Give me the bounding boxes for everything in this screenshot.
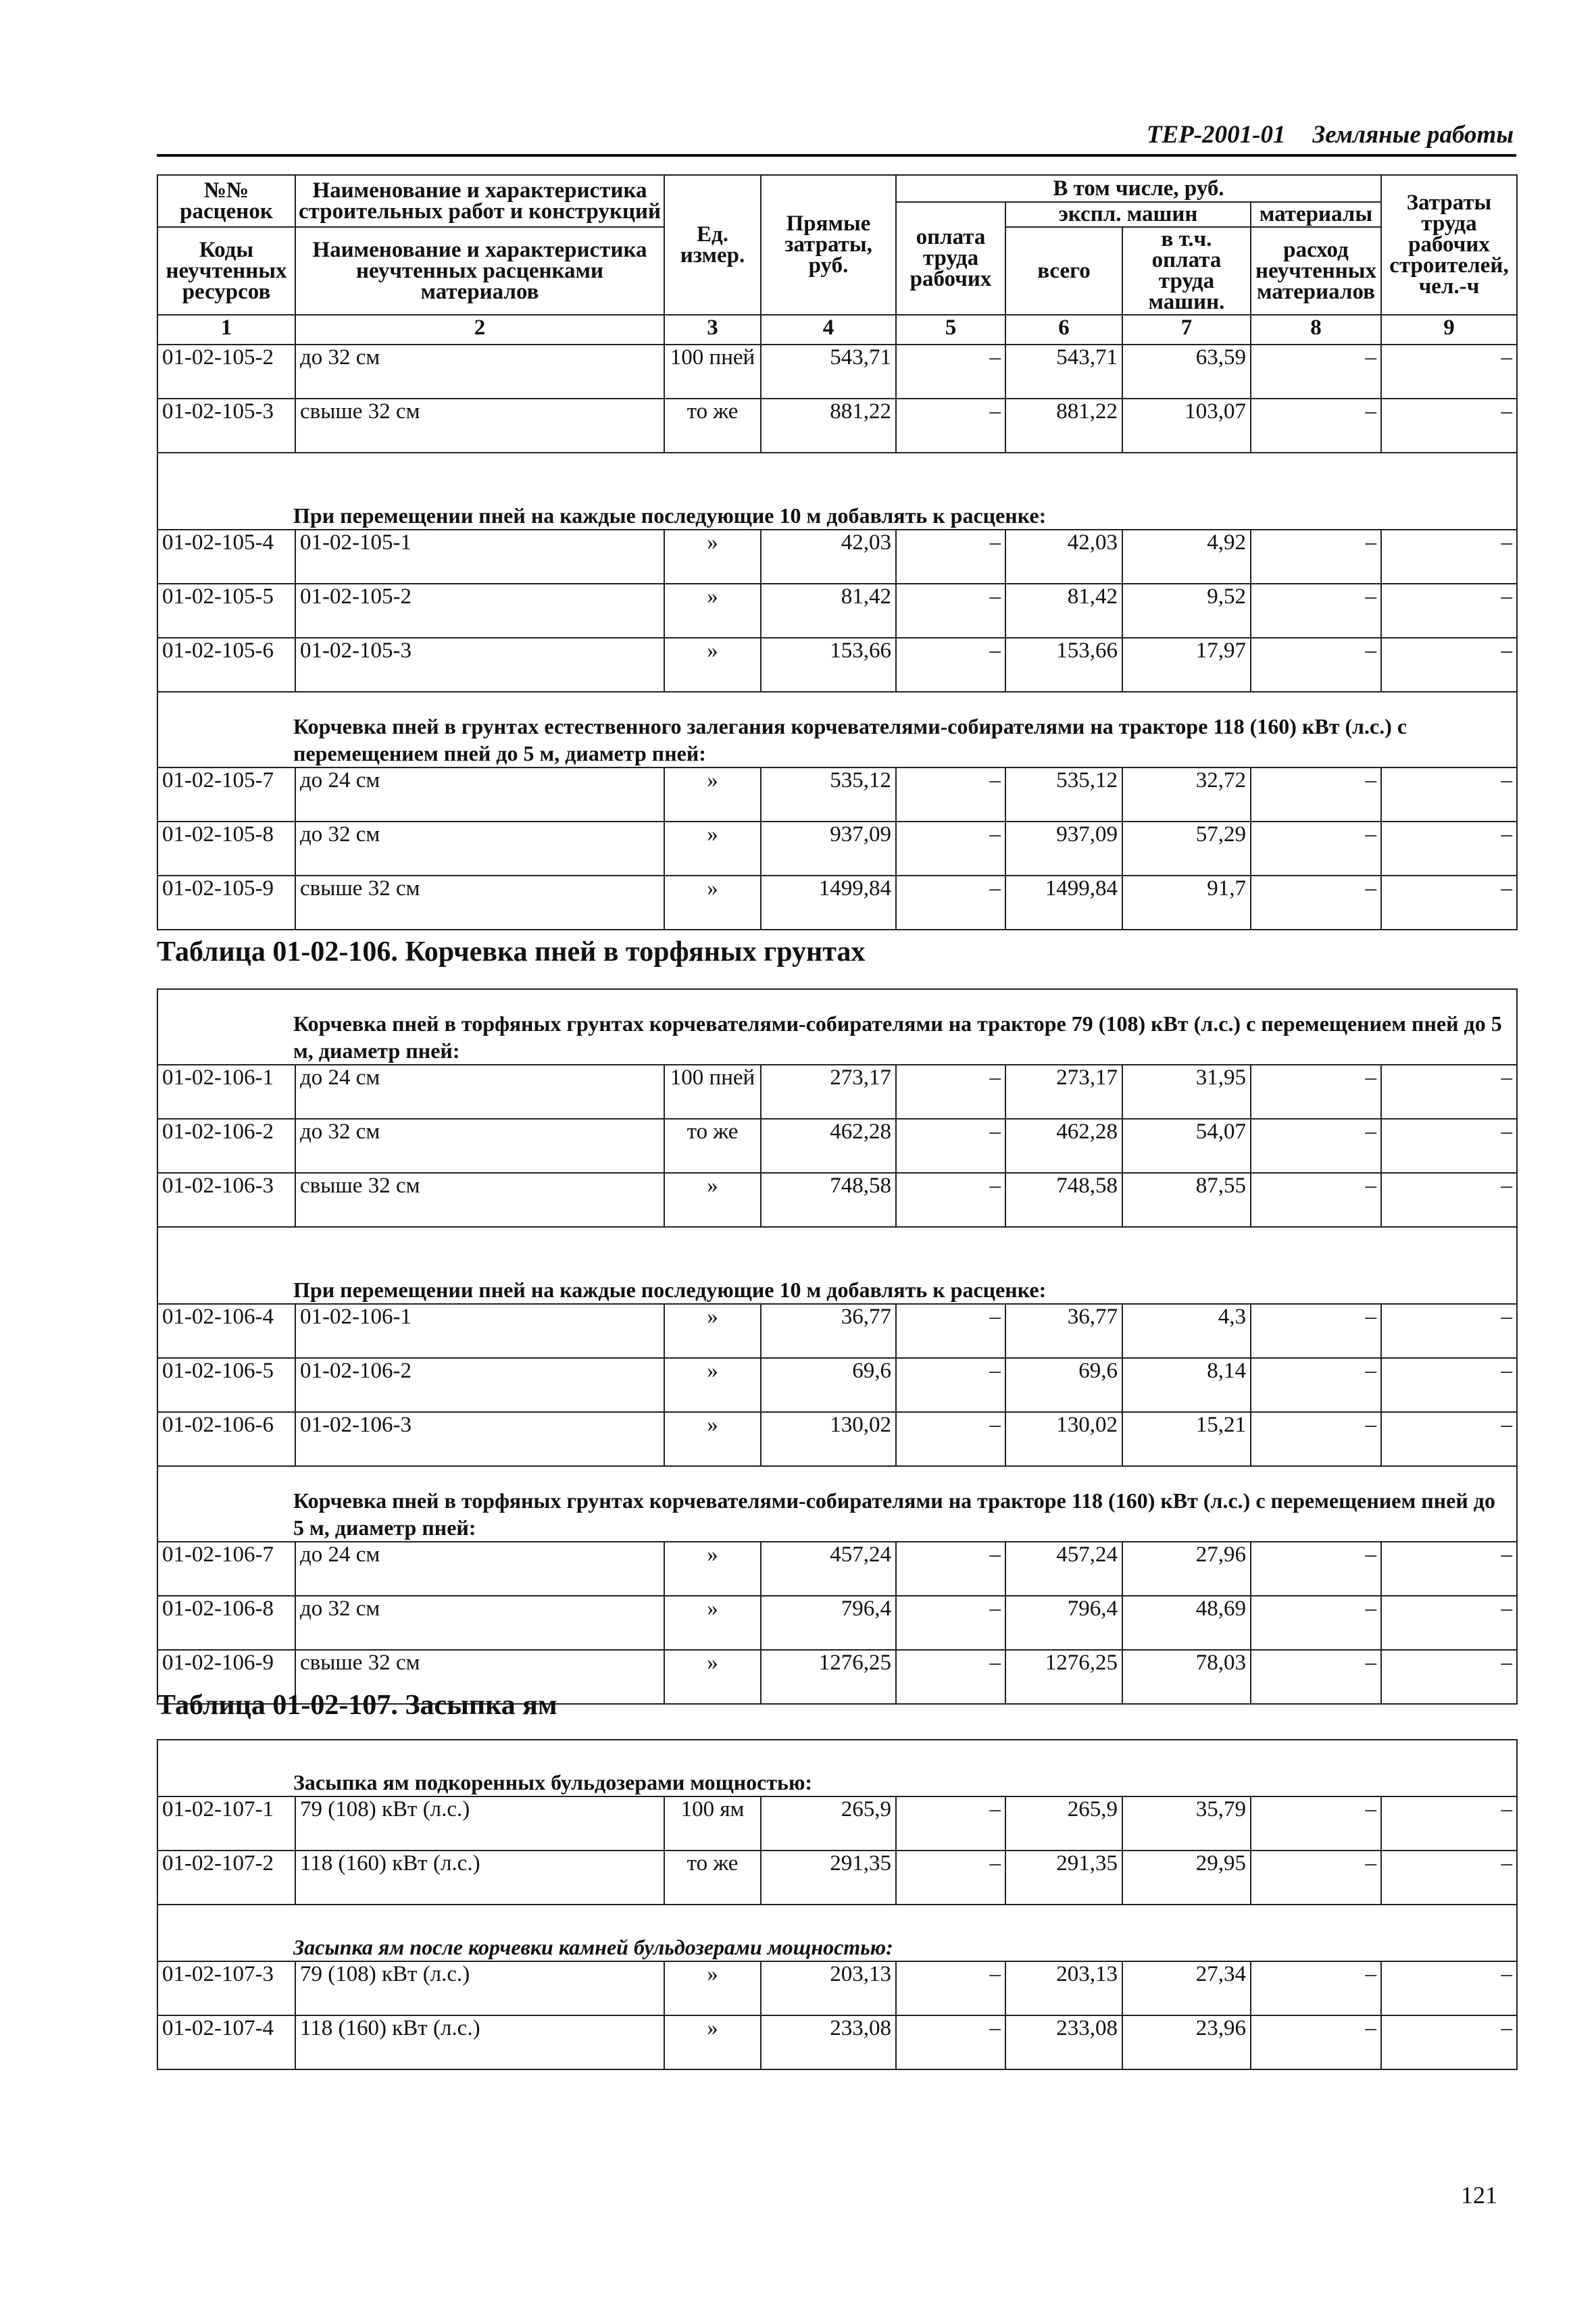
cell-direct: 203,13 (761, 1961, 896, 2015)
cell-mat: – (1251, 399, 1381, 453)
table-row (157, 1358, 1517, 1412)
cell-direct: 36,77 (761, 1304, 896, 1358)
table-row (157, 1596, 1517, 1650)
cell-mat: – (1251, 822, 1381, 876)
cell-workers: – (1381, 1119, 1517, 1173)
colnum-9: 9 (1381, 315, 1517, 345)
cell-incl: 31,95 (1122, 1065, 1251, 1119)
cell-name: 118 (160) кВт (л.с.) (295, 2015, 664, 2069)
cell-direct: 535,12 (761, 768, 896, 822)
cell-name: свыше 32 см (295, 399, 664, 453)
hdr-materials: расход неучтенных материалов (1251, 227, 1381, 315)
cell-total: 273,17 (1005, 1065, 1122, 1119)
cell-name: до 32 см (295, 345, 664, 399)
cell-direct: 1276,25 (761, 1650, 896, 1704)
colnum-6: 6 (1005, 315, 1122, 345)
cell-name: 01-02-106-1 (295, 1304, 664, 1358)
cell-direct: 796,4 (761, 1596, 896, 1650)
cell-incl: 91,7 (1122, 876, 1251, 930)
cell-mat: – (1251, 584, 1381, 638)
hdr-group-incl: В том числе, руб. (896, 175, 1381, 202)
cell-incl: 23,96 (1122, 2015, 1251, 2069)
cell-direct: 69,6 (761, 1358, 896, 1412)
cell-unit: то же (664, 1119, 761, 1173)
cell-total: 881,22 (1005, 399, 1122, 453)
cell-name: до 32 см (295, 1596, 664, 1650)
cell-direct: 462,28 (761, 1119, 896, 1173)
cell-unit: 100 пней (664, 1065, 761, 1119)
cell-workers: – (1381, 2015, 1517, 2069)
cell-labor: – (896, 1304, 1005, 1358)
cell-mat: – (1251, 1173, 1381, 1227)
cell-direct: 748,58 (761, 1173, 896, 1227)
cell-incl: 27,96 (1122, 1542, 1251, 1596)
cell-name: свыше 32 см (295, 876, 664, 930)
cell-code: 01-02-105-9 (157, 876, 295, 930)
colnum-3: 3 (664, 315, 761, 345)
cell-code: 01-02-106-8 (157, 1596, 295, 1650)
cell-unit: » (664, 584, 761, 638)
running-head-title: Земляные работы (1312, 121, 1514, 149)
cell-mat: – (1251, 1542, 1381, 1596)
cell-code: 01-02-107-3 (157, 1961, 295, 2015)
colnum-5: 5 (896, 315, 1005, 345)
hdr-group-materials: материалы (1251, 202, 1381, 227)
cell-incl: 32,72 (1122, 768, 1251, 822)
cell-incl: 4,3 (1122, 1304, 1251, 1358)
cell-total: 42,03 (1005, 530, 1122, 584)
cell-workers: – (1381, 1542, 1517, 1596)
cell-unit: » (664, 1358, 761, 1412)
table-row (157, 768, 1517, 822)
cell-code: 01-02-107-2 (157, 1851, 295, 1905)
cell-code: 01-02-106-3 (157, 1173, 295, 1227)
cell-name: до 24 см (295, 768, 664, 822)
cell-labor: – (896, 1412, 1005, 1466)
rows-105-c (157, 768, 1517, 930)
cell-code: 01-02-106-5 (157, 1358, 295, 1412)
cell-direct: 457,24 (761, 1542, 896, 1596)
section-heading: Корчевка пней в торфяных грунтах корчевателями-собирателями на тракторе 79 (108) кВт (л.с.) с перемещением пней до 5 м, диаметр пней: (157, 989, 1517, 1065)
table-106-title: Таблица 01-02-106. Корчевка пней в торфяных грунтах (157, 936, 866, 967)
cell-labor: – (896, 399, 1005, 453)
cell-name: 01-02-105-2 (295, 584, 664, 638)
cell-incl: 103,07 (1122, 399, 1251, 453)
cell-total: 535,12 (1005, 768, 1122, 822)
table-row (157, 1119, 1517, 1173)
hdr-name-top: Наименование и характеристика строительных работ и конструкций (295, 175, 664, 227)
table-107-title: Таблица 01-02-107. Засыпка ям (157, 1690, 557, 1721)
hdr-unit: Ед. измер. (664, 175, 761, 315)
table-107 (157, 1739, 1518, 2070)
cell-code: 01-02-106-7 (157, 1542, 295, 1596)
cell-mat: – (1251, 768, 1381, 822)
colnum-8: 8 (1251, 315, 1381, 345)
cell-mat: – (1251, 876, 1381, 930)
cell-direct: 153,66 (761, 638, 896, 692)
cell-workers: – (1381, 1961, 1517, 2015)
cell-labor: – (896, 1596, 1005, 1650)
table-105 (157, 174, 1518, 930)
cell-workers: – (1381, 1650, 1517, 1704)
cell-incl: 4,92 (1122, 530, 1251, 584)
table-row (157, 1412, 1517, 1466)
cell-labor: – (896, 1542, 1005, 1596)
cell-code: 01-02-106-6 (157, 1412, 295, 1466)
cell-total: 265,9 (1005, 1796, 1122, 1851)
section-106-a (157, 989, 1517, 1065)
cell-workers: – (1381, 1796, 1517, 1851)
cell-total: 153,66 (1005, 638, 1122, 692)
cell-incl: 48,69 (1122, 1596, 1251, 1650)
cell-labor: – (896, 345, 1005, 399)
cell-workers: – (1381, 1412, 1517, 1466)
cell-incl: 27,34 (1122, 1961, 1251, 2015)
cell-total: 130,02 (1005, 1412, 1122, 1466)
cell-labor: – (896, 1796, 1005, 1851)
table-row (157, 1542, 1517, 1596)
cell-unit: 100 ям (664, 1796, 761, 1851)
cell-direct: 1499,84 (761, 876, 896, 930)
section-heading: Корчевка пней в грунтах естественного залегания корчевателями-собирателями на тракторе 118 (160) кВт (л.с.) с перемещением пней до 5 м, диаметр пней: (157, 692, 1517, 768)
page-number: 121 (1461, 2182, 1497, 2209)
section-106-c (157, 1466, 1517, 1542)
cell-labor: – (896, 822, 1005, 876)
cell-name: 01-02-106-3 (295, 1412, 664, 1466)
section-heading: При перемещении пней на каждые последующие 10 м добавлять к расценке: (157, 453, 1517, 530)
cell-incl: 8,14 (1122, 1358, 1251, 1412)
cell-name: 118 (160) кВт (л.с.) (295, 1851, 664, 1905)
cell-direct: 265,9 (761, 1796, 896, 1851)
colnum-1: 1 (157, 315, 295, 345)
cell-code: 01-02-105-5 (157, 584, 295, 638)
table-row (157, 1796, 1517, 1851)
hdr-code-top: №№ расценок (157, 175, 295, 227)
hdr-workers: Затраты труда рабочих строителей, чел.-ч (1381, 175, 1517, 315)
cell-direct: 233,08 (761, 2015, 896, 2069)
table-106 (157, 988, 1518, 1705)
cell-code: 01-02-106-1 (157, 1065, 295, 1119)
cell-labor: – (896, 530, 1005, 584)
cell-workers: – (1381, 345, 1517, 399)
cell-incl: 29,95 (1122, 1851, 1251, 1905)
rows-106-b (157, 1304, 1517, 1466)
cell-code: 01-02-106-2 (157, 1119, 295, 1173)
cell-unit: » (664, 530, 761, 584)
cell-unit: » (664, 1173, 761, 1227)
cell-labor: – (896, 1650, 1005, 1704)
cell-unit: » (664, 1542, 761, 1596)
cell-code: 01-02-107-4 (157, 2015, 295, 2069)
cell-unit: » (664, 638, 761, 692)
cell-workers: – (1381, 584, 1517, 638)
cell-total: 748,58 (1005, 1173, 1122, 1227)
cell-mat: – (1251, 1961, 1381, 2015)
cell-direct: 130,02 (761, 1412, 896, 1466)
cell-total: 937,09 (1005, 822, 1122, 876)
section-heading: Засыпка ям подкоренных бульдозерами мощностью: (157, 1740, 1517, 1796)
table-row (157, 2015, 1517, 2069)
cell-incl: 15,21 (1122, 1412, 1251, 1466)
cell-unit: » (664, 876, 761, 930)
cell-unit: » (664, 1650, 761, 1704)
cell-mat: – (1251, 1358, 1381, 1412)
cell-name: до 32 см (295, 822, 664, 876)
cell-name: 01-02-105-1 (295, 530, 664, 584)
cell-workers: – (1381, 1851, 1517, 1905)
cell-name: свыше 32 см (295, 1650, 664, 1704)
cell-incl: 9,52 (1122, 584, 1251, 638)
cell-incl: 87,55 (1122, 1173, 1251, 1227)
cell-incl: 17,97 (1122, 638, 1251, 692)
rows-105-b (157, 530, 1517, 692)
cell-incl: 35,79 (1122, 1796, 1251, 1851)
cell-direct: 881,22 (761, 399, 896, 453)
rows-105-a (157, 345, 1517, 453)
section-heading: При перемещении пней на каждые последующие 10 м добавлять к расценке: (157, 1227, 1517, 1304)
cell-total: 462,28 (1005, 1119, 1122, 1173)
cell-unit: » (664, 768, 761, 822)
cell-mat: – (1251, 345, 1381, 399)
cell-workers: – (1381, 1304, 1517, 1358)
cell-mat: – (1251, 1796, 1381, 1851)
cell-mat: – (1251, 1304, 1381, 1358)
cell-workers: – (1381, 638, 1517, 692)
cell-code: 01-02-105-8 (157, 822, 295, 876)
cell-direct: 291,35 (761, 1851, 896, 1905)
rows-107-b (157, 1961, 1517, 2069)
cell-code: 01-02-105-7 (157, 768, 295, 822)
cell-direct: 273,17 (761, 1065, 896, 1119)
table-row (157, 1304, 1517, 1358)
table-row (157, 584, 1517, 638)
cell-name: 79 (108) кВт (л.с.) (295, 1796, 664, 1851)
cell-labor: – (896, 584, 1005, 638)
cell-workers: – (1381, 1358, 1517, 1412)
table-row (157, 638, 1517, 692)
cell-workers: – (1381, 1596, 1517, 1650)
cell-incl: 78,03 (1122, 1650, 1251, 1704)
cell-workers: – (1381, 1173, 1517, 1227)
hdr-code-bottom: Коды неучтенных ресурсов (157, 227, 295, 315)
cell-unit: » (664, 822, 761, 876)
cell-labor: – (896, 1065, 1005, 1119)
table-row (157, 822, 1517, 876)
section-107-a (157, 1740, 1517, 1796)
cell-direct: 81,42 (761, 584, 896, 638)
cell-workers: – (1381, 768, 1517, 822)
hdr-total: всего (1005, 227, 1122, 315)
cell-mat: – (1251, 2015, 1381, 2069)
cell-labor: – (896, 1851, 1005, 1905)
cell-unit: то же (664, 1851, 761, 1905)
cell-unit: то же (664, 399, 761, 453)
cell-workers: – (1381, 399, 1517, 453)
hdr-incl-labor: в т.ч. оплата труда машин. (1122, 227, 1251, 315)
table-row (157, 1961, 1517, 2015)
cell-incl: 63,59 (1122, 345, 1251, 399)
cell-total: 69,6 (1005, 1358, 1122, 1412)
cell-name: 79 (108) кВт (л.с.) (295, 1961, 664, 2015)
section-105-c (157, 692, 1517, 768)
cell-unit: » (664, 1961, 761, 2015)
colnum-2: 2 (295, 315, 664, 345)
table-row (157, 1851, 1517, 1905)
rows-107-a (157, 1796, 1517, 1905)
cell-name: свыше 32 см (295, 1173, 664, 1227)
cell-direct: 42,03 (761, 530, 896, 584)
cell-name: 01-02-105-3 (295, 638, 664, 692)
cell-incl: 57,29 (1122, 822, 1251, 876)
cell-unit: » (664, 1412, 761, 1466)
cell-name: до 24 см (295, 1065, 664, 1119)
cell-total: 543,71 (1005, 345, 1122, 399)
cell-total: 457,24 (1005, 1542, 1122, 1596)
cell-name: 01-02-106-2 (295, 1358, 664, 1412)
cell-workers: – (1381, 822, 1517, 876)
colnum-7: 7 (1122, 315, 1251, 345)
section-105-b (157, 453, 1517, 530)
table-row (157, 345, 1517, 399)
cell-code: 01-02-107-1 (157, 1796, 295, 1851)
section-heading: Засыпка ям после корчевки камней бульдозерами мощностью: (157, 1905, 1517, 1961)
cell-code: 01-02-105-3 (157, 399, 295, 453)
cell-unit: » (664, 1304, 761, 1358)
cell-mat: – (1251, 638, 1381, 692)
table-header (157, 175, 1517, 345)
cell-total: 291,35 (1005, 1851, 1122, 1905)
cell-workers: – (1381, 530, 1517, 584)
cell-mat: – (1251, 1119, 1381, 1173)
cell-labor: – (896, 1358, 1005, 1412)
cell-total: 796,4 (1005, 1596, 1122, 1650)
cell-labor: – (896, 768, 1005, 822)
cell-name: до 24 см (295, 1542, 664, 1596)
hdr-direct: Прямые затраты, руб. (761, 175, 896, 315)
cell-mat: – (1251, 1065, 1381, 1119)
cell-labor: – (896, 1961, 1005, 2015)
section-heading: Корчевка пней в торфяных грунтах корчевателями-собирателями на тракторе 118 (160) кВт (л.с.) с перемещением пней до 5 м, диаметр пней: (157, 1466, 1517, 1542)
hdr-labor: оплата труда рабочих (896, 202, 1005, 315)
rows-106-a (157, 1065, 1517, 1227)
cell-code: 01-02-105-6 (157, 638, 295, 692)
running-head-code: ТЕР-2001-01 (1146, 121, 1286, 149)
cell-workers: – (1381, 876, 1517, 930)
table-row (157, 1173, 1517, 1227)
rows-106-c (157, 1542, 1517, 1704)
cell-total: 81,42 (1005, 584, 1122, 638)
cell-labor: – (896, 638, 1005, 692)
table-row (157, 399, 1517, 453)
cell-incl: 54,07 (1122, 1119, 1251, 1173)
cell-code: 01-02-105-2 (157, 345, 295, 399)
section-107-b (157, 1905, 1517, 1961)
cell-workers: – (1381, 1065, 1517, 1119)
cell-labor: – (896, 2015, 1005, 2069)
hdr-group-machines: экспл. машин (1005, 202, 1251, 227)
cell-code: 01-02-106-9 (157, 1650, 295, 1704)
cell-mat: – (1251, 1596, 1381, 1650)
cell-labor: – (896, 1119, 1005, 1173)
cell-code: 01-02-105-4 (157, 530, 295, 584)
cell-mat: – (1251, 530, 1381, 584)
cell-total: 203,13 (1005, 1961, 1122, 2015)
cell-mat: – (1251, 1851, 1381, 1905)
cell-mat: – (1251, 1650, 1381, 1704)
cell-unit: » (664, 1596, 761, 1650)
section-106-b (157, 1227, 1517, 1304)
running-head (1147, 120, 1514, 149)
cell-name: до 32 см (295, 1119, 664, 1173)
header-rule (157, 154, 1516, 157)
cell-mat: – (1251, 1412, 1381, 1466)
table-row (157, 876, 1517, 930)
hdr-name-bottom: Наименование и характеристика неучтенных расценками материалов (295, 227, 664, 315)
cell-total: 1499,84 (1005, 876, 1122, 930)
cell-labor: – (896, 1173, 1005, 1227)
cell-labor: – (896, 876, 1005, 930)
cell-total: 233,08 (1005, 2015, 1122, 2069)
cell-code: 01-02-106-4 (157, 1304, 295, 1358)
table-row (157, 1065, 1517, 1119)
colnum-4: 4 (761, 315, 896, 345)
cell-unit: 100 пней (664, 345, 761, 399)
cell-direct: 543,71 (761, 345, 896, 399)
cell-unit: » (664, 2015, 761, 2069)
cell-total: 36,77 (1005, 1304, 1122, 1358)
table-row (157, 530, 1517, 584)
cell-direct: 937,09 (761, 822, 896, 876)
cell-total: 1276,25 (1005, 1650, 1122, 1704)
